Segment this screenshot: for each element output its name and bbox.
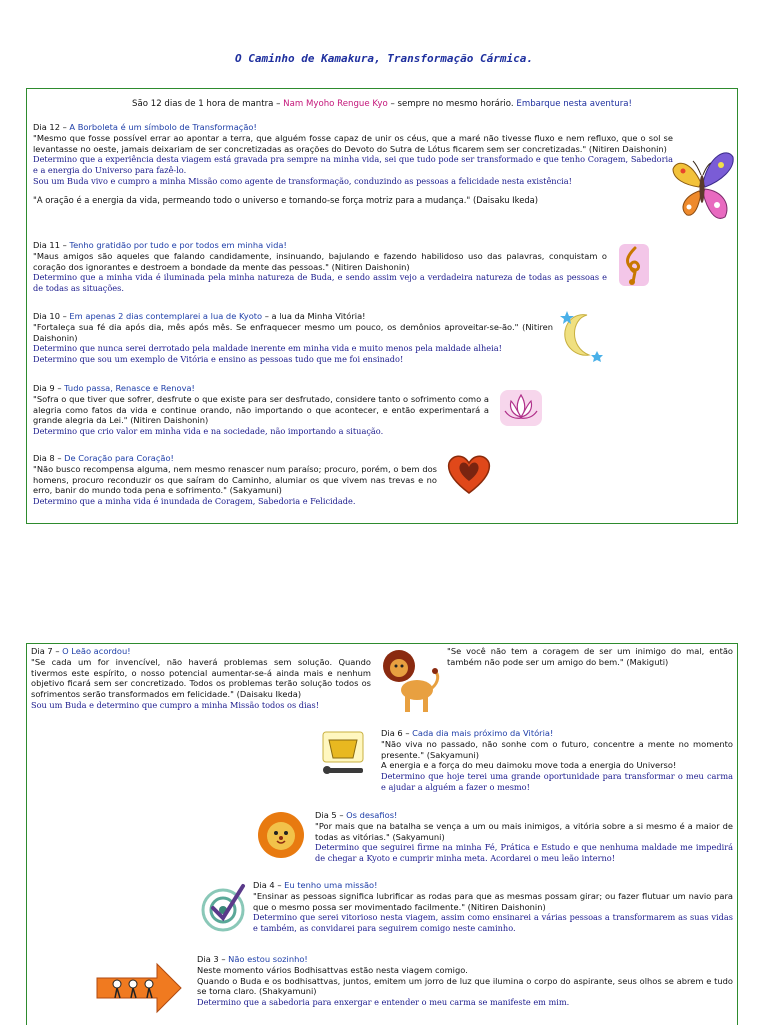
day-4-heading: Dia 4 – Eu tenho uma missão! [253,880,378,890]
intro-middle: – sempre no mesmo horário. [387,99,517,109]
day-6 [381,728,733,793]
makiguti-quote-block [447,646,733,668]
treble-clef-icon [617,242,651,288]
lotus-icon [499,389,543,427]
day-3-line-1: Neste momento vários Bodhisattvas estão nesta viagem comigo. [197,964,468,975]
team-arrow-icon [93,954,185,1018]
day-12 [33,122,673,206]
target-check-icon [199,880,247,934]
bell-bowl-icon [319,728,369,780]
day-10-determination-2: Determino que sou um exemplo de Vitória e ensino as pessoas tudo que me foi ensinado! [33,354,404,365]
day-9-determination: Determino que crio valor em minha vida e na sociedade, não importando a situação. [33,426,384,437]
day-10-determination-1: Determino que nunca serei derrotado pela maldade inerente em minha vida e muito menos pela maldade alheia! [33,343,502,354]
day-11-heading: Dia 11 – Tenho gratidão por tudo e por todos em minha vida! [33,240,287,250]
days-7-3-box [26,643,738,1025]
day-9-heading: Dia 9 – Tudo passa, Renasce e Renova! [33,383,195,393]
day-9 [33,383,489,437]
day-3-determination: Determino que a sabedoria para enxergar e entender o meu carma se manifeste em mim. [197,997,570,1008]
day-7-determination: Sou um Buda e determino que cumpro a minha Missão todos os dias! [31,699,319,710]
day-9-quote: "Sofra o que tiver que sofrer, desfrute o que existe para ser desfrutado, considere tanto o sofrimento como a alegria como fatos da vida e continue orando, não importando o que acontecer, e então experimentará a grande alegria da Lei." (Nitiren Daishonin) [33,393,489,426]
day-7-quote: "Se cada um for invencível, não haverá problemas sem solução. Quando tivermos este espírito, o nosso potencial aumentar-se-á ainda mais e nenhum objetivo ficará sem ser concretizado. Todos os problemas terão solução todos os sofrimentos serão transformados em felicidade." (Daisaku Ikeda) [31,656,371,700]
day-7 [31,646,371,711]
intro-cta: Embarque nesta aventura! [516,99,632,109]
day-10 [33,311,553,365]
heart-icon [445,451,493,497]
day-5-determination: Determino que seguirei firme na minha Fé, Prática e Estudo e que nenhuma maldade me impedirá de chegar a Kyoto e cumprir minha meta. Acordarei o meu leão interno! [315,842,733,864]
day-6-determination: Determino que hoje terei uma grande oportunidade para transformar o meu carma e ajudar a alguém a fazer o mesmo! [381,771,733,792]
day-4 [253,880,733,934]
day-11 [33,240,607,294]
day-12-heading: Dia 12 – A Borboleta é um símbolo de Transformação! [33,122,257,132]
makiguti-quote: "Se você não tem a coragem de ser um inimigo do mal, então também não pode ser um amigo do bem." (Makiguti) [447,646,733,667]
day-10-heading: Dia 10 – Em apenas 2 dias contemplarei a lua de Kyoto – a lua da Minha Vitória! [33,311,366,321]
day-3-line-2: Quando o Buda e os bodhisattvas, juntos, emitem um jorro de luz que ilumina o corpo do aspirante, seus olhos se abrem e tudo se torna claro. (Shakyamuni) [197,975,733,997]
day-5-quote: "Por mais que na batalha se vença a um ou mais inimigos, a vitória sobre a si mesmo é a maior de todas as vitórias." (Sakyamuni) [315,820,733,842]
day-11-quote: "Maus amigos são aqueles que falando candidamente, insinuando, bajulando e fazendo habilidoso uso das palavras, conquistam o coração dos ignorantes e destroem a bondade da mente das pessoas." (Nitiren Daishonin) [33,250,607,272]
day-6-quote: "Não viva no passado, não sonhe com o futuro, concentre a mente no momento presente." (Sakyamuni) [381,738,733,760]
page-title: O Caminho de Kamakura, Transformação Cármica. [234,52,533,65]
moon-stars-icon [557,309,605,365]
day-7-heading: Dia 7 – O Leão acordou! [31,646,131,656]
day-3-heading: Dia 3 – Não estou sozinho! [197,954,308,964]
day-12-ikeda-quote: "A oração é a energia da vida, permeando todo o universo e tornando-se força motriz para a mudança." (Daisaku Ikeda) [33,194,539,205]
day-5-heading: Dia 5 – Os desafios! [315,810,398,820]
day-6-heading: Dia 6 – Cada dia mais próximo da Vitória! [381,728,554,738]
day-6-line: A energia e a força do meu daimoku move toda a energia do Universo! [381,760,677,771]
days-12-8-box [26,88,738,524]
day-12-quote: "Mesmo que fosse possível errar ao apontar a terra, que alguém fosse capaz de unir os céus, que a maré não tivesse fluxo e nem refluxo, que o sol se levantasse no oeste, jamais deixariam de ser concretizadas as orações do Devoto do Sutra de Lótus ficarem sem ser concretizadas." (Nitiren Daishonin) [33,132,673,154]
intro-prefix: São 12 dias de 1 hora de mantra – [132,99,284,109]
day-3 [197,954,733,1008]
day-8-quote: "Não busco recompensa alguma, nem mesmo renascer num paraíso; procuro, porém, o bem dos homens, procuro reconduzir os que saíram do Caminho, alumiar os que vivem nas trevas e no erro, banir do mundo toda pena e sofrimento." (Sakyamuni) [33,463,437,496]
lion-face-icon [253,810,309,860]
day-4-quote: "Ensinar as pessoas significa lubrificar as rodas para que as mesmas possam girar; ou fazer flutuar um navio para que o mesmo possa ser movimentado facilmente." (Nitiren Daishonin) [253,890,733,912]
day-12-determination-1: Determino que a experiência desta viagem está gravada pra sempre na minha vida, sei que tudo pode ser transformado e que tenho Coragem, Sabedoria e a energia do Universo para fazê-lo. [33,154,673,176]
intro-line [27,99,737,109]
day-8-heading: Dia 8 – De Coração para Coração! [33,453,174,463]
day-11-determination: Determino que a minha vida é iluminada pela minha natureza de Buda, e sendo assim vejo a verdadeira natureza de todas as pessoas e de todas as situações. [33,272,607,294]
mantra: Nam Myoho Rengue Kyo [283,99,388,109]
day-8-determination: Determino que a minha vida é inundada de Coragem, Sabedoria e Felicidade. [33,496,356,507]
butterfly-icon [669,147,735,225]
day-8 [33,453,437,507]
lion-icon [379,646,441,718]
day-10-quote: "Fortaleça sua fé dia após dia, mês após mês. Se enfraquecer mesmo um pouco, os demônios aproveitar-se-ão." (Nitiren Daishonin) [33,321,553,343]
day-4-determination: Determino que serei vitorioso nesta viagem, assim como ensinarei a várias pessoas a transformarem as suas vidas e também, as convidarei para seguirem comigo neste caminho. [253,912,733,934]
day-12-determination-2: Sou um Buda vivo e cumpro a minha Missão como agente de transformação, conduzindo as pessoas a felicidade nesta existência! [33,175,572,186]
day-5 [315,810,733,864]
